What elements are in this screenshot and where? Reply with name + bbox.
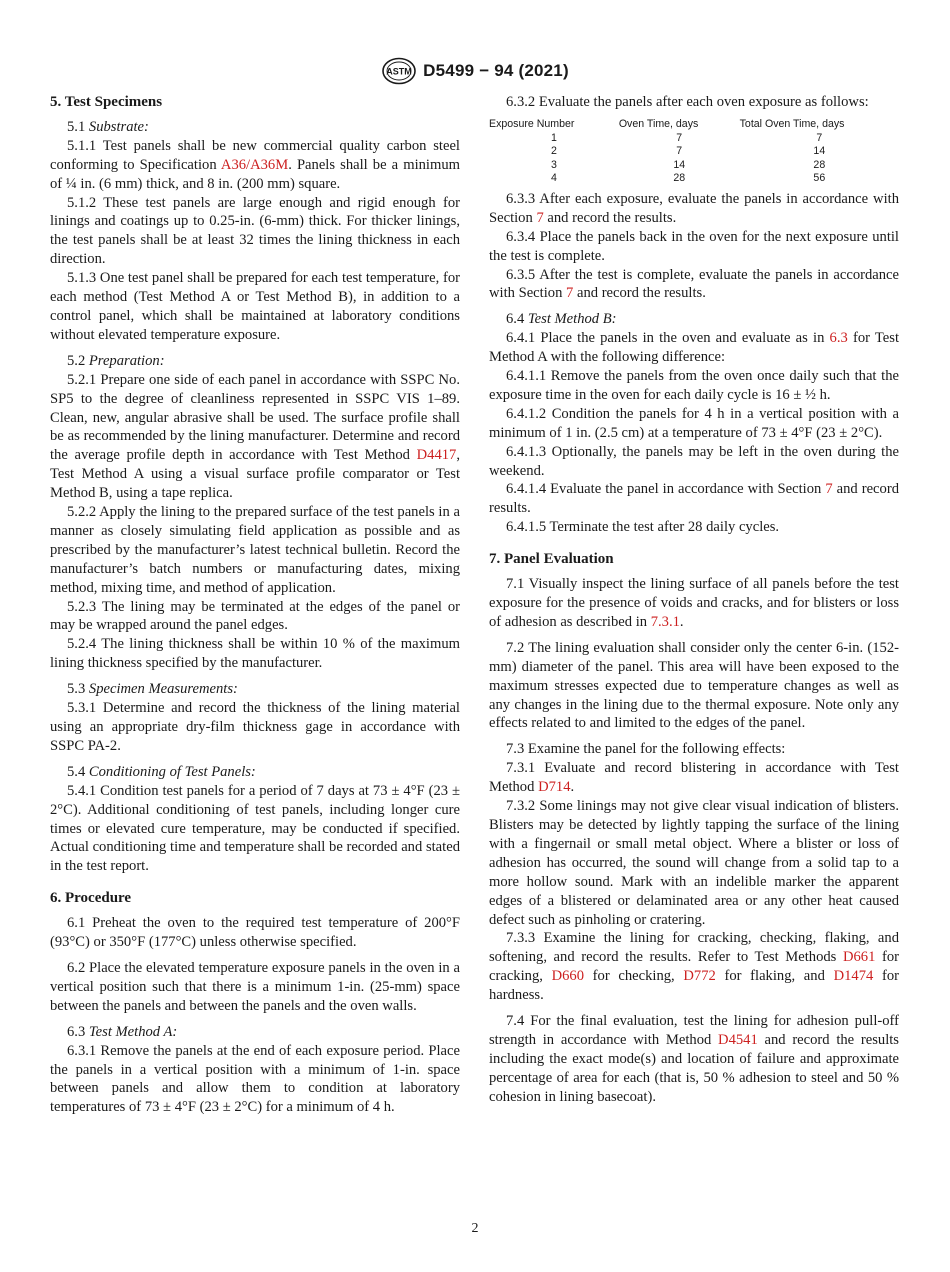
table-row bbox=[489, 145, 899, 159]
astm-logo-icon bbox=[381, 57, 417, 85]
para-5-2-4: 5.2.4 The lining thickness shall be within 10 % of the maximum lining thickness specified by the manufacturer. bbox=[50, 636, 460, 672]
para-6-4-1: 6.4.1 Place the panels in the oven and evaluate as in 6.3 for Test Method A with the following difference: bbox=[489, 330, 900, 366]
table-cell: 7 bbox=[676, 131, 683, 144]
document-id: D5499 − 94 (2021) bbox=[423, 61, 569, 80]
para-6-4-1-1: 6.4.1.1 Remove the panels from the oven once daily such that the exposure time in the oven for each daily cycle is 16 ± ½ h. bbox=[489, 368, 899, 403]
para-6-3-4: 6.3.4 Place the panels back in the oven for the next exposure until the test is complete. bbox=[489, 228, 899, 264]
para-5-2-2: 5.2.2 Apply the lining to the prepared surface of the test panels in a manner as closely simulating field application as possible and as prescribed by the manufacturer’s latest technical bulletin. Record the manufacturer’s batch numbers or manufacturing dates, mixing method, mixing time, and method of application. bbox=[50, 504, 460, 596]
table-cell: 4 bbox=[550, 172, 557, 185]
para-6-3: 6.3 Test Method A: bbox=[67, 1023, 178, 1040]
table-cell: 2 bbox=[550, 145, 557, 158]
right-column bbox=[489, 93, 899, 1107]
para-6-3-2: 6.3.2 Evaluate the panels after each oven exposure as follows: bbox=[506, 94, 869, 110]
table-header: Oven Time, days bbox=[618, 117, 699, 130]
para-6-4-1-2: 6.4.1.2 Condition the panels for 4 h in a vertical position with a minimum of 1 in. (2.5 cm) at a temperature of 73 ± 4°F (23 ± 2°C). bbox=[489, 405, 899, 441]
table-cell: 14 bbox=[813, 145, 826, 158]
para-6-1: 6.1 Preheat the oven to the required test temperature of 200°F (93°C) or 350°F (177°C) unless otherwise specified. bbox=[50, 915, 460, 951]
para-6-2: 6.2 Place the elevated temperature exposure panels in the oven in a vertical position such that there is a minimum 1-in. (25-mm) space between the panels and between the panels and the oven walls. bbox=[50, 959, 460, 1014]
para-5-3-1: 5.3.1 Determine and record the thickness of the lining material using an appropriate dry-film thickness gage in accordance with SSPC PA-2. bbox=[50, 700, 460, 754]
para-6-4-1-4: 6.4.1.4 Evaluate the panel in accordance with Section 7 and record results. bbox=[489, 481, 899, 517]
table-header: Exposure Number bbox=[489, 117, 575, 130]
para-5-2-3: 5.2.3 The lining may be terminated at the edges of the panel or may be wrapped around the panel edges. bbox=[50, 598, 460, 634]
para-7-3: 7.3 Examine the panel for the following effects: bbox=[506, 741, 786, 758]
para-5-2-1: 5.2.1 Prepare one side of each panel in accordance with SSPC No. SP5 to the degree of cleanliness represented in SSPC VIS 1–89. Clean, new, angular abrasive shall be used. The surface profile shall be as recommended by the lining manufacturer. Determine and record the average profile depth in accordance with Test Method D4417, Test Method A using a visual surface profile comparator or Test Method B, using a tape replica. bbox=[50, 371, 460, 502]
section-5-title: 5. Test Specimens bbox=[50, 94, 163, 110]
para-5-1-2: 5.1.2 These test panels are large enough and rigid enough for linings and coatings up to 0.25-in. (6-mm) thick. For thicker linings, the test panels shall be at least 32 times the lining thickness in each direction. bbox=[50, 194, 460, 268]
link-d1474[interactable]: D1474 bbox=[833, 968, 874, 985]
link-section-7[interactable]: 7 bbox=[536, 209, 544, 226]
para-6-4-1-3: 6.4.1.3 Optionally, the panels may be left in the oven during the weekend. bbox=[489, 443, 899, 479]
table-header: Total Oven Time, days bbox=[739, 117, 845, 130]
para-5-3: 5.3 Specimen Measurements: bbox=[67, 681, 238, 698]
para-6-3-1: 6.3.1 Remove the panels at the end of each exposure period. Place the panels in a vertical position with a minimum of 1-in. space between panels and allow them to condition at laboratory temperatures of 73 ± 4°F (23 ± 2°C) for a minimum of 4 h. bbox=[50, 1042, 460, 1116]
para-7-1: 7.1 Visually inspect the lining surface of all panels before the test exposure for the presence of voids and cracks, and for blisters or loss of adhesion as described in 7.3.1. bbox=[489, 576, 899, 630]
para-5-4-1: 5.4.1 Condition test panels for a period of 7 days at 73 ± 4°F (23 ± 2°C). Additional conditioning of test panels, including longer cure times or elevated cure temperature, may be conducted if specified. Actual conditioning time and temperature shall be recorded and stated in the test report. bbox=[50, 782, 460, 875]
table-cell: 56 bbox=[813, 172, 826, 185]
para-7-2: 7.2 The lining evaluation shall consider only the center 6-in. (152-mm) diameter of the panel. This area will have been exposed to the maximum stresses expected due to temperature changes as well as any changes in the lining due to the thermal exposure. Note only any effects related to and limited to the edges of the panel. bbox=[489, 639, 899, 732]
link-d4541[interactable]: D4541 bbox=[718, 1031, 758, 1048]
link-d772[interactable]: D772 bbox=[683, 968, 716, 985]
para-6-4-1-5: 6.4.1.5 Terminate the test after 28 daily cycles. bbox=[506, 519, 780, 536]
link-6-3[interactable]: 6.3 bbox=[829, 330, 848, 347]
table-row bbox=[489, 172, 899, 186]
link-a36[interactable]: A36/A36M bbox=[220, 156, 289, 173]
link-d4417[interactable]: D4417 bbox=[416, 447, 457, 464]
table-cell: 28 bbox=[673, 172, 686, 185]
para-7-3-1: 7.3.1 Evaluate and record blistering in accordance with Test Method D714. bbox=[489, 760, 899, 796]
link-section-7[interactable]: 7 bbox=[825, 481, 833, 498]
table-cell: 1 bbox=[550, 131, 557, 144]
section-7-title: 7. Panel Evaluation bbox=[489, 551, 614, 568]
para-5-2: 5.2 Preparation: bbox=[67, 352, 165, 369]
table-header-row bbox=[489, 118, 899, 132]
table-row bbox=[489, 132, 899, 146]
page-number: 2 bbox=[471, 1221, 479, 1236]
para-7-4: 7.4 For the final evaluation, test the lining for adhesion pull-off strength in accordance with Method D4541 and record the results including the exact mode(s) and location of failure and approximate percentage of area for each (that is, 50 % adhesion to steel and 50 % cohesion in lining basecoat). bbox=[489, 1013, 899, 1105]
link-section-7[interactable]: 7 bbox=[566, 285, 574, 302]
table-cell: 7 bbox=[816, 131, 823, 144]
link-d661[interactable]: D661 bbox=[842, 949, 876, 966]
para-6-3-5: 6.3.5 After the test is complete, evaluate the panels in accordance with Section 7 and record the results. bbox=[489, 266, 899, 302]
link-d660[interactable]: D660 bbox=[551, 968, 584, 985]
exposure-table bbox=[489, 118, 899, 186]
para-5-1-1: 5.1.1 Test panels shall be new commercial quality carbon steel conforming to Specification A36/A36M. Panels shall be a minimum of ¼ in. (6 mm) thick, and 8 in. (200 mm) square. bbox=[50, 137, 460, 192]
section-6-title: 6. Procedure bbox=[50, 890, 132, 907]
para-6-3-3: 6.3.3 After each exposure, evaluate the panels in accordance with Section 7 and record the results. bbox=[489, 190, 899, 226]
left-column bbox=[50, 93, 460, 1117]
para-5-1-3: 5.1.3 One test panel shall be prepared for each test temperature, for each method (Test Method A or Test Method B), in addition to a control panel, which shall be maintained at laboratory conditions without elevated temperature exposure. bbox=[50, 270, 460, 343]
link-d714[interactable]: D714 bbox=[538, 779, 571, 796]
logo-text: ASTM bbox=[386, 66, 412, 77]
para-6-4: 6.4 Test Method B: bbox=[506, 311, 617, 328]
para-5-1: 5.1 Substrate: bbox=[67, 118, 149, 135]
link-7-3-1[interactable]: 7.3.1 bbox=[650, 613, 680, 630]
table-cell: 7 bbox=[676, 145, 683, 158]
table-cell: 14 bbox=[673, 158, 686, 171]
table-cell: 3 bbox=[550, 158, 557, 171]
page-header bbox=[0, 57, 950, 85]
table-row bbox=[489, 159, 899, 173]
para-7-3-2: 7.3.2 Some linings may not give clear visual indication of blisters. Blisters may be detected by lightly tapping the surface of the lining with a fingernail or small metal object. Where a blister or loss of adhesion has occurred, the sound will change from a solid tap to a more hollow sound. Mark with an indelible marker the apparent edges of a blistered or delaminated area or any other heat caused defect such as pinholing or cratering. bbox=[489, 798, 899, 928]
table-cell: 28 bbox=[813, 158, 826, 171]
para-7-3-3: 7.3.3 Examine the lining for cracking, checking, flaking, and softening, and record the results. Refer to Test Methods D661 for cracking, D660 for checking, D772 for flaking, and D1474 for hardness. bbox=[489, 930, 899, 1004]
para-5-4: 5.4 Conditioning of Test Panels: bbox=[67, 763, 256, 780]
